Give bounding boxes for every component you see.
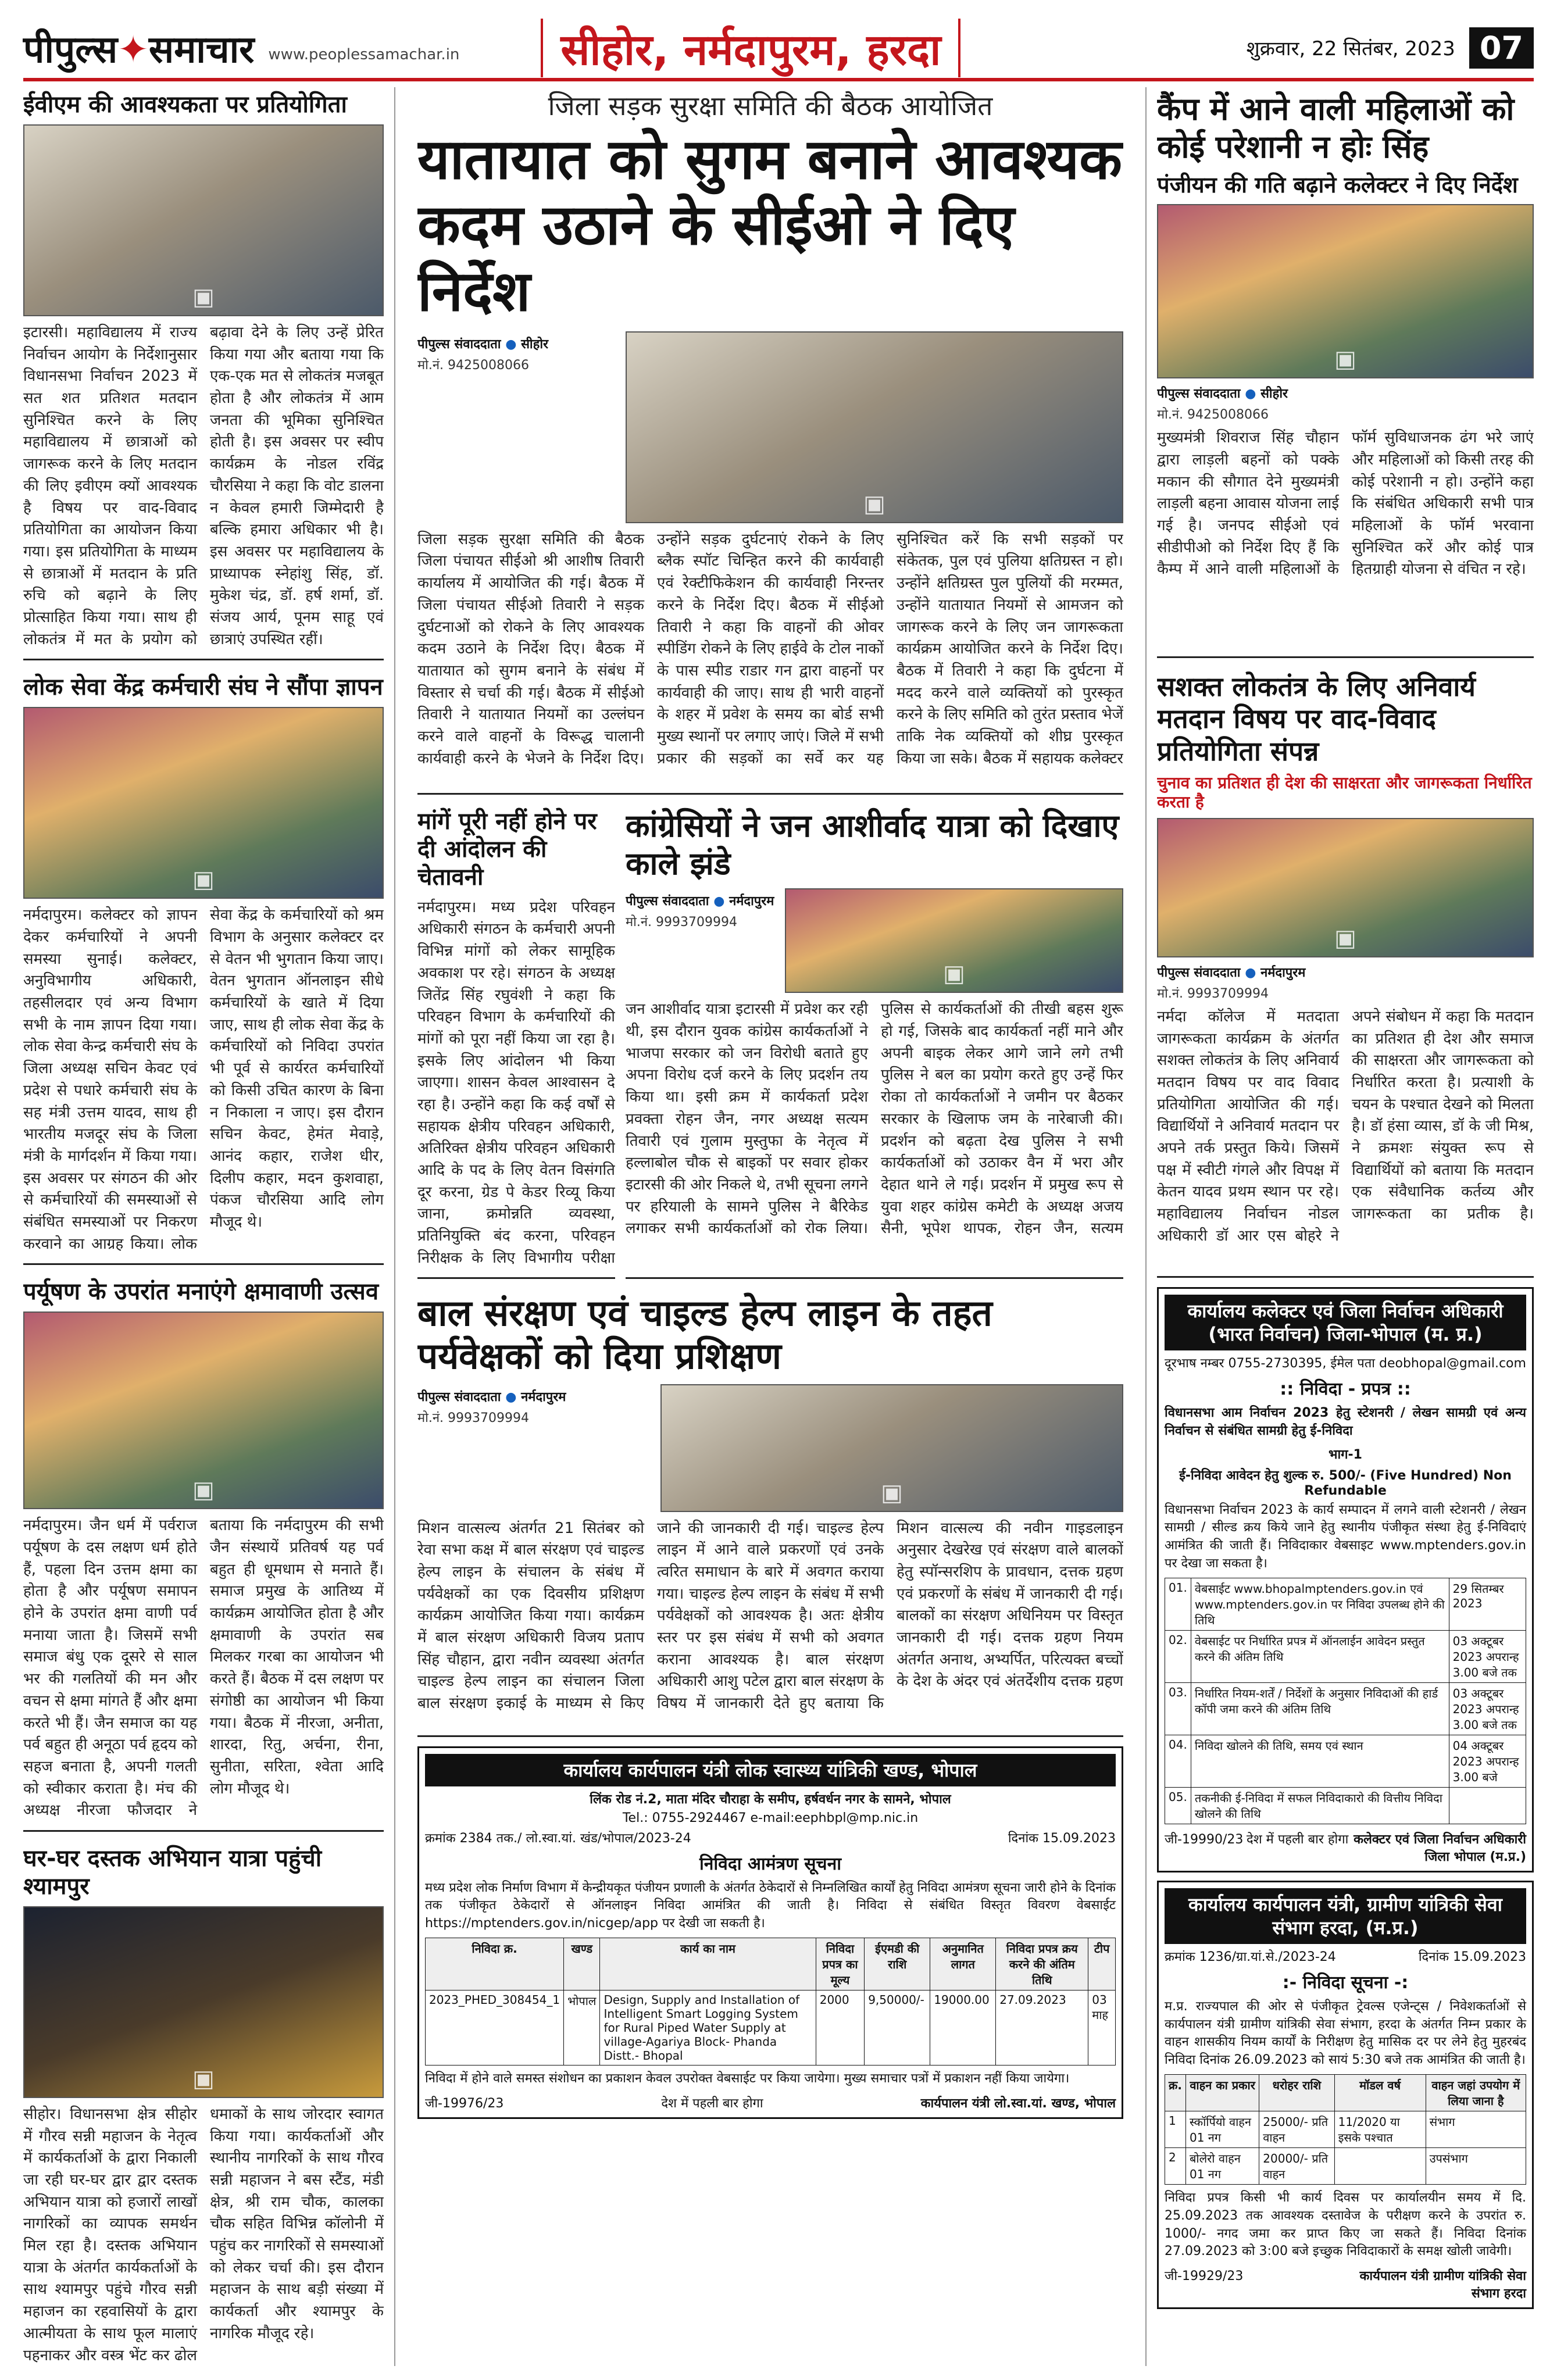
story-headline: सशक्त लोकतंत्र के लिए अनिवार्य मतदान विषय पर वाद-विवाद प्रतियोगिता संपन्न	[1157, 671, 1476, 767]
story-headline: पर्यूषण के उपरांत मनाएंगे क्षमावाणी उत्सव	[23, 1278, 379, 1306]
table-row	[1165, 2111, 1526, 2147]
notice-subtitle: निविदा आमंत्रण सूचना	[699, 1853, 842, 1874]
table-cell: 05.	[1165, 1787, 1191, 1824]
table-header: कार्य का नाम	[600, 1938, 816, 1990]
byline-mobile: मो.नं. 9993709994	[417, 1410, 530, 1425]
notice-table	[1165, 1578, 1526, 1824]
notice-ref-row	[425, 1829, 1116, 1846]
table-cell: 9,50000/-	[865, 1990, 930, 2065]
story-body: जिला सड़क सुरक्षा समिति की बैठक जिला पंचायत सीईओ श्री आशीष तिवारी कार्यालय में आयोजित की गई। बैठक में जिला पंचायत सीईओ तिवारी ने सड़क दुर्घटनाओं को रोकने के लिए आवश्यक कदम उठाने के निर्देश दिए। बैठक में यातायात को सुगम बनाने के संबंध में विस्तार से चर्चा की गई। बैठक में सीईओ तिवारी ने यातायात नियमों का उल्लंघन करने वाले वाहनों के विरूद्ध चालानी कार्यवाही करने के भेजने के निर्देश दिए। उन्होंने सड़क दुर्घटनाएं रोकने के लिए ब्लैक स्पॉट चिन्हित करने की कार्यवाही एवं रेक्टीफिकेशन की कार्यवाही निरन्तर करने के निर्देश दिए। बैठक में सीईओ तिवारी ने कहा कि वाहनों की ओवर स्पीडिंग रोकने के लिए हाईवे के टोल नाकों के पास स्पीड राडार गन द्वारा वाहनों पर कार्यवाही की जाए। साथ ही भारी वाहनों के शहर में प्रवेश के समय का बोर्ड सभी मुख्य स्थानों पर लगाए जाएं। जिले में सभी प्रकार की सड़कों का सर्वे कर यह सुनिश्चित करें कि सभी सड़कों पर संकेतक, पुल एवं पुलिया क्षतिग्रस्त न हो। उन्होंने क्षतिग्रस्त पुल पुलियों की मरम्मत, उन्होंने यातायात नियमों से आमजन को जागरूक करने के लिए जन जागरूकता कार्यक्रम आयोजित करने के निर्देश दिए। बैठक में तिवारी ने कहा कि दुर्घटना में मदद करने वाले व्यक्तियों को पुरस्कृत करने के लिए समिति को तुरंत प्रस्ताव भेजें ताकि नेक व्यक्तियों को शीघ्र पुरस्कृत किया जा सके। बैठक में सहायक कलेक्टर	[417, 530, 1123, 767]
table-cell: 25000/- प्रति वाहन	[1259, 2111, 1334, 2147]
story-photo	[785, 888, 1123, 993]
notice-res-harda	[1157, 1881, 1534, 2309]
logo-right: समाचार	[148, 28, 255, 72]
table-header: धरोहर राशि	[1259, 2074, 1334, 2111]
notice-text: म.प्र. राज्यपाल की ओर से पंजीकृत ट्रेवल्स एजेन्ट्स / निवेशकर्ताओं से कार्यपालन यंत्री ग्रामीण यांत्रिकी सेवा संभाग, हरदा के अंतर्गत निम्न प्रकार के वाहन शासकीय नियम कार्यों के निरीक्षण हेतु मासिक दर पर लेने हेतु मुहरबंद निविदा दिनांक 26.09.2023 को सायं 5:30 बजे तक आमंत्रित की जाती है।	[1165, 1999, 1526, 2068]
table-cell: 2	[1165, 2147, 1186, 2184]
lead-text-col	[417, 331, 615, 529]
photo-icon: ▣	[192, 284, 215, 310]
story-kshamavani	[23, 1274, 384, 1832]
photo-icon: ▣	[192, 2065, 215, 2092]
notice-text-2: निविदा प्रपत्र किसी भी कार्य दिवस पर कार्यालयीन समय में दि. 25.09.2023 तक आवश्यक दस्तावेज के परीक्षण करने के उपरांत रु. 1000/- नगद जमा कर प्राप्त किए जा सकते हैं। निविदा दिनांक 27.09.2023 को 3:00 बजे इच्छुक निविदाकारों के समक्ष खोली जावेगी।	[1165, 2190, 1526, 2259]
notice-ref: क्रमांक 2384 तक./ लो.स्वा.यां. खंड/भोपाल/2023-24	[425, 1831, 691, 1846]
byline	[1157, 384, 1534, 402]
notice-table	[1165, 2074, 1526, 2185]
notice-date: दिनांक 15.09.2023	[1008, 1831, 1116, 1846]
byline-mobile: मो.नं. 9993709994	[1157, 986, 1269, 1001]
table-cell: 03 अक्टूबर 2023 अपरान्ह 3.00 बजे तक	[1449, 1630, 1526, 1682]
notice-subtitle: :: निविदा - प्रपत्र ::	[1280, 1378, 1411, 1399]
masthead	[23, 17, 1534, 81]
notice-subtitle: :- निविदा सूचना -:	[1282, 1972, 1409, 1993]
table-cell: उपसंभाग	[1426, 2147, 1526, 2184]
notice-phe-bhopal	[417, 1746, 1123, 2119]
byline	[626, 892, 777, 909]
table-header: मॉडल वर्ष	[1334, 2074, 1426, 2111]
byline-name: पीपुल्स संवाददाता	[1157, 965, 1241, 980]
table-header-row	[1165, 2074, 1526, 2111]
table-header: खण्ड	[564, 1938, 600, 1990]
table-header: अनुमानित लागत	[930, 1938, 996, 1990]
notice-text: विधानसभा निर्वाचन 2023 के कार्य सम्पादन में लगने वाली स्टेशनरी / लेखन सामग्री / सील्ड क्रय किये जाने हेतु स्थानीय पंजीकृत संस्था हेतु ई-निविदाएं आमंत्रित की जाती हैं। निविदाकार वेबसाइट www.mptenders.gov.in पर देखा जा सकता है।	[1165, 1502, 1526, 1571]
notice-footer	[1165, 2267, 1526, 2302]
notice-date: दिनांक 15.09.2023	[1418, 1949, 1526, 1964]
notice-part: भाग-1	[1329, 1447, 1362, 1462]
table-row	[1165, 2147, 1526, 2184]
right-column	[1145, 87, 1534, 2366]
table-cell: 04.	[1165, 1735, 1191, 1787]
table-header: टीप	[1088, 1938, 1116, 1990]
table-cell: बोलेरो वाहन 01 नग	[1185, 2147, 1259, 2184]
lead-layout	[417, 331, 1123, 529]
notice-slogan: देश में पहली बार होगा	[661, 2096, 763, 2111]
section-title: सीहोर, नर्मदापुरम, हरदा	[541, 19, 960, 77]
table-header: निविदा प्रपत्र क्रय करने की अंतिम तिथि	[996, 1938, 1088, 1990]
story-deck: पंजीयन की गति बढ़ाने कलेक्टर ने दिए निर्देश	[1157, 171, 1518, 198]
story-meta	[417, 1384, 650, 1518]
story-kicker: जिला सड़क सुरक्षा समिति की बैठक आयोजित	[548, 90, 993, 121]
table-cell: 2000	[816, 1990, 864, 2065]
byline-dot-icon: ●	[505, 1389, 517, 1405]
table-cell: वेबसाईट पर निर्धारित प्रपत्र में ऑनलाईन आवेदन प्रस्तुत करने की अंतिम तिथि	[1191, 1630, 1449, 1682]
table-cell: 20000/- प्रति वाहन	[1259, 2147, 1334, 2184]
story-body: मुख्यमंत्री शिवराज सिंह चौहान द्वारा लाड़ली बहनों को पक्के मकान की सौगात देने मुख्यमंत्री लाड़ली बहना आवास योजना लाई गई है। जनपद सीईओ एवं सीडीपीओ को निर्देश दिए हैं कि कैम्प में आने वाली महिलाओं के फॉर्म सुविधाजनक ढंग भरे जाएं और महिलाओं को किसी तरह की कोई परेशानी न हो। उन्होंने कहा कि संबंधित अधिकारी सभी पात्र महिलाओं के फॉर्म भरवाना सुनिश्चित करें और कोई पात्र हितग्राही योजना से वंचित न रहे।	[1157, 429, 1534, 578]
byline-name: पीपुल्स संवाददाता	[417, 337, 501, 352]
byline-name: पीपुल्स संवाददाता	[417, 1389, 501, 1405]
table-header: निविदा क्र.	[426, 1938, 564, 1990]
table-cell: भोपाल	[564, 1990, 600, 2065]
notice-signature: कलेक्टर एवं जिला निर्वाचन अधिकारी जिला भोपाल (म.प्र.)	[1354, 1832, 1526, 1864]
table-cell	[1334, 2147, 1426, 2184]
story-headline: यातायात को सुगम बनाने आवश्यक कदम उठाने के सीईओ ने दिए निर्देश	[417, 127, 1122, 324]
story-road-safety	[417, 87, 1123, 795]
photo-icon: ▣	[1334, 924, 1356, 952]
site-url[interactable]: www.peoplessamachar.in	[268, 46, 460, 63]
notice-contact: Tel.: 0755-2924467 e-mail:eephbpl@mp.nic.in	[622, 1810, 919, 1825]
byline-place: नर्मदापुरम	[521, 1389, 566, 1405]
story-photo	[1157, 818, 1534, 957]
story-congress	[626, 804, 1123, 1279]
table-cell: संभाग	[1426, 2111, 1526, 2147]
story-meta-row	[417, 1384, 1123, 1518]
photo-icon: ▣	[192, 866, 215, 894]
table-cell: 27.09.2023	[996, 1990, 1088, 2065]
table-header: निविदा प्रपत्र का मूल्य	[816, 1938, 864, 1990]
story-child-helpline	[417, 1288, 1123, 1737]
table-cell	[1449, 1787, 1526, 1824]
table-cell: 2023_PHED_308454_1	[426, 1990, 564, 2065]
notice-slogan: देश में पहली बार होगा	[1247, 1832, 1349, 1847]
byline-mobile: मो.नं. 9425008066	[417, 358, 530, 373]
story-body: जन आशीर्वाद यात्रा इटारसी में प्रवेश कर रही थी, इस दौरान युवक कांग्रेस कार्यकर्ताओं ने भाजपा सरकार को जन विरोधी बताते हुए अपना विरोध दर्ज करने के लिए प्रदर्शन तय किया था। इसी क्रम में कार्यकर्ता प्रदेश प्रवक्ता रोहन जैन, नगर अध्यक्ष सत्यम तिवारी एवं गुलाम मुस्तुफा के नेतृत्व में हल्लाबोल चौक से बाइकों पर सवार होकर इटारसी की ओर निकले थे, तभी सूचना लगने पर हरियाली के सामने पुलिस ने बैरिकेड लगाकर सभी कार्यकर्ताओं को रोक लिया। पुलिस से कार्यकर्ताओं की तीखी बहस शुरू हो गई, जिसके बाद कार्यकर्ता नहीं माने और अपनी बाइक लेकर आगे जाने लगे तभी पुलिस ने बल का प्रयोग करते हुए उन्हें फिर रोका तो कार्यकर्ताओं ने जमीन पर बैठकर सरकार के खिलाफ जम के नारेबाजी की। प्रदर्शन को बढ़ता देख पुलिस ने सभी कार्यकर्ताओं को उठाकर वैन में भरा और देहात थाने ले गई। प्रदर्शन में प्रमुख रूप से युवा शहर कांग्रेस कमेटी के अध्यक्ष अजय सैनी, भूपेश थापक, रोहन जैन, सत्यम	[626, 1000, 1123, 1238]
byline-name: पीपुल्स संवाददाता	[626, 894, 709, 909]
table-cell: Design, Supply and Installation of Intelligent Smart Logging System for Rural Piped Water Supply at village-Agariya Block- Phanda Distt.- Bhopal	[600, 1990, 816, 2065]
table-cell: 19000.00	[930, 1990, 996, 2065]
table-cell: वेबसाईट www.bhopalmptenders.gov.in एवं www.mptenders.gov.in पर निविदा उपलब्ध होने की तिथि	[1191, 1578, 1449, 1630]
story-photo	[23, 124, 384, 316]
notice-fee: ई-निविदा आवेदन हेतु शुल्क रु. 500/- (Five Hundred) Non Refundable	[1179, 1468, 1512, 1498]
table-row	[1165, 1682, 1526, 1735]
middle-column	[407, 87, 1134, 2366]
notice-text: मध्य प्रदेश लोक निर्माण विभाग में केन्द्रीयकृत पंजीयन प्रणाली के अंतर्गत ठेकेदारों से निम्नलिखित कार्यों हेतु निविदा आमंत्रण सूचना जारी होने के दिनांक तक पंजीकृत ठेकेदारों से ऑनलाइन निविदा आमंत्रित की जाती है। निविदा से संबंधित विस्तृत विवरण वेबसाईट https://mptenders.gov.in/nicgep/app पर देखी जा सकती है।	[425, 1880, 1116, 1931]
table-header: क्र.	[1165, 2074, 1186, 2111]
photo-icon: ▣	[192, 1477, 215, 1504]
notice-address: लिंक रोड नं.2, माता मंदिर चौराहा के समीप, हर्षवर्धन नगर के सामने, भोपाल	[590, 1792, 951, 1807]
story-deck: चुनाव का प्रतिशत ही देश की साक्षरता और जागरूकता निर्धारित करता है	[1157, 773, 1532, 812]
notice-code: जी-19976/23	[425, 2096, 504, 2111]
byline-place: सीहोर	[521, 337, 549, 352]
story-body: नर्मदापुरम। मध्य प्रदेश परिवहन अधिकारी संगठन के कर्मचारी अपनी विभिन्न मांगों को लेकर सामूहिक अवकाश पर रहे। संगठन के अध्यक्ष जितेंद्र सिंह रघुवंशी ने कहा कि परिवहन विभाग के कर्मचारियों की मांगों को पूरा नहीं किया जा रहा है। इसके लिए आंदोलन भी किया जाएगा। शासन केवल आश्वासन दे रहा है। उन्होंने कहा कि कई वर्षों से सहायक क्षेत्रीय परिवहन अधिकारी, अतिरिक्त क्षेत्रीय परिवहन अधिकारी आदि के पद के लिए वेतन विसंगति दूर करना, ग्रेड पे केडर रिव्यू किया जाना, क्रमोन्नति व्यवस्था, प्रतिनियुक्ति बंद करना, परिवहन निरीक्षक के लिए विभागीय परीक्षा	[417, 898, 615, 1267]
byline-mobile: मो.नं. 9993709994	[626, 915, 738, 930]
byline-mobile: मो.नं. 9425008066	[1157, 408, 1269, 423]
story-photo	[626, 331, 1123, 523]
story-headline: कैंप में आने वाली महिलाओं को कोई परेशानी न होः सिंह	[1157, 91, 1515, 165]
table-cell: 11/2020 या इसके पश्चात	[1334, 2111, 1426, 2147]
photo-icon: ▣	[881, 1479, 903, 1506]
table-header-row	[426, 1938, 1116, 1990]
table-row	[426, 1990, 1116, 2065]
notice-signature: कार्यपालन यंत्री लो.स्वा.यां. खण्ड, भोपाल	[920, 2096, 1116, 2111]
table-cell: स्कॉर्पियो वाहन 01 नग	[1185, 2111, 1259, 2147]
story-evm	[23, 87, 384, 660]
story-photo	[23, 1906, 384, 2098]
table-row	[1165, 1578, 1526, 1630]
notice-table	[425, 1938, 1116, 2065]
notice-footer	[1165, 1830, 1526, 1865]
story-meta	[626, 888, 777, 999]
byline	[1157, 963, 1534, 981]
story-photo	[23, 1311, 384, 1509]
notice-ref: क्रमांक 1236/ग्रा.यां.से./2023-24	[1165, 1949, 1336, 1964]
byline-dot-icon: ●	[1245, 387, 1256, 402]
byline-place: नर्मदापुरम	[1260, 965, 1306, 980]
table-header: वाहन जहां उपयोग में लिया जाना है	[1426, 2074, 1526, 2111]
table-row	[1165, 1630, 1526, 1682]
story-dastak	[23, 1841, 384, 2366]
story-body: नर्मदा कॉलेज में मतदाता जागरूकता कार्यक्रम के अंतर्गत सशक्त लोकतंत्र के लिए अनिवार्य मतदान विषय पर वाद विवाद प्रतियोगिता आयोजित की गई। विद्यार्थियों ने अनिवार्य मतदान पर अपने तर्क प्रस्तुत किये। जिसमें पक्ष में स्वीटी गंगले और विपक्ष में केतन यादव प्रथम स्थान पर रहे। महाविद्यालय निर्वाचन नोडल अधिकारी डॉ आर एस बोहरे ने अपने संबोधन में कहा कि मतदान का प्रतिशत ही देश और समाज की साक्षरता और जागरूकता को निर्धारित करता है। प्रत्याशी के चयन के पश्चात देखने को मिलता है। डॉ हंसा व्यास, डॉ के जी मिश्र, ने क्रमशः संयुक्त रूप से विद्यार्थियों को बताया कि मतदान एक संवैधानिक कर्तव्य और जागरूकता का प्रतीक है।	[1157, 1007, 1534, 1245]
byline-dot-icon: ●	[505, 337, 517, 352]
notice-collector-bhopal	[1157, 1287, 1534, 1872]
notice-footer	[425, 2094, 1116, 2111]
notice-signature: कार्यपालन यंत्री ग्रामीण यांत्रिकी सेवा संभाग हरदा	[1359, 2269, 1526, 2302]
story-camp-women	[1157, 87, 1534, 658]
notice-note: निविदा में होने वाले समस्त संशोधन का प्रकाशन केवल उपरोक्त वेबसाईट पर किया जायेगा। मुख्य समाचार पत्रों में प्रकाशन नहीं किया जायेगा।	[425, 2071, 1070, 2086]
table-cell: 03 अक्टूबर 2023 अपरान्ह 3.00 बजे तक	[1449, 1682, 1526, 1735]
table-cell: 02.	[1165, 1630, 1191, 1682]
photo-icon: ▣	[943, 960, 965, 988]
photo-icon: ▣	[1334, 346, 1356, 373]
table-cell: निर्धारित नियम-शर्तें / निर्देशों के अनुसार निविदाओं की हार्ड कॉपी जमा करने की अंतिम तिथि	[1191, 1682, 1449, 1735]
story-headline: ईवीएम की आवश्यकता पर प्रतियोगिता	[23, 91, 347, 118]
notice-title: कार्यालय कलेक्टर एवं जिला निर्वाचन अधिकारी (भारत निर्वाचन) जिला-भोपाल (म. प्र.)	[1165, 1295, 1526, 1350]
left-column	[23, 87, 395, 2366]
table-cell: 01.	[1165, 1578, 1191, 1630]
story-photo	[660, 1384, 1123, 1512]
story-body: मिशन वात्सल्य अंतर्गत 21 सितंबर को रेवा सभा कक्ष में बाल संरक्षण एवं चाइल्ड हेल्प लाइन के संचालन के संबंध में पर्यवेक्षकों का एक दिवसीय प्रशिक्षण कार्यक्रम आयोजित किया गया। कार्यक्रम में बाल संरक्षण अधिकारी विजय प्रताप सिंह चौहान, द्वारा नवीन व्यवस्था अंतर्गत चाइल्ड हेल्प लाइन का संचालन जिला बाल संरक्षण इकाई के माध्यम से किए जाने की जानकारी दी गई। चाइल्ड हेल्प लाइन में आने वाले प्रकरणों एवं उनके त्वरित समाधान के बारे में अवगत कराया गया। चाइल्ड हेल्प लाइन के संबंध में सभी पर्यवेक्षकों को आवश्यक है। अतः क्षेत्रीय स्तर पर इस संबंध में सभी को अवगत कराना आवश्यक है। बाल संरक्षण अधिकारी आशु पटेल द्वारा बाल संरक्षण के विषय में जानकारी देते हुए बताया कि मिशन वात्सल्य की नवीन गाइडलाइन अनुसार देखरेख एवं संरक्षण वाले बालकों हेतु स्पॉन्सरशिप के प्रावधान, दत्तक ग्रहण एवं प्रकरणों के संबंध में जानकारी दी गई। बालकों का संरक्षण अधिनियम पर विस्तृत जानकारी दी गई। दत्तक ग्रहण नियम अंतर्गत अनाथ, अभ्यर्पित, परित्यक्त बच्चों के देश के अंदर एवं अंतर्देशीय दत्तक ग्रहण	[417, 1519, 1123, 1713]
story-photo	[23, 707, 384, 899]
story-headline: लोक सेवा केंद्र कर्मचारी संघ ने सौंपा ज्ञापन	[23, 674, 383, 701]
table-cell: तकनीकी ई-निविदा में सफल निविदाकारो की वित्तीय निविदा खोलने की तिथि	[1191, 1787, 1449, 1824]
byline	[417, 335, 615, 352]
byline-place: सीहोर	[1260, 387, 1288, 402]
notice-code: जी-19990/23	[1165, 1832, 1244, 1847]
byline	[417, 1388, 650, 1405]
story-body: नर्मदापुरम। जैन धर्म में पर्वराज पर्यूषण के दस लक्षण धर्म होते हैं, पहला दिन उत्तम क्षमा का होता है और पर्यूषण समापन होने के उपरांत क्षमा वाणी पर्व मनाया जाता है। जिसमें सभी समाज बंधु एक दूसरे से साल भर की गलतियों की मन और वचन से क्षमा मांगते हैं और क्षमा करते भी हैं। जैन समाज का यह पर्व बहुत ही अनूठा पर्व हृदय को सहज बनाता है, अपनी गलती को स्वीकार कराता है। मंच की अध्यक्ष नीरजा फौजदार ने बताया कि नर्मदापुरम की सभी जैन संस्थायें प्रतिवर्ष यह पर्व बहुत ही धूमधाम से मनाते हैं। समाज प्रमुख के आतिथ्य में कार्यक्रम आयोजित होता है और क्षमावाणी के उपरांत सब मिलकर गरबा का आयोजन भी करते हैं। बैठक में दस लक्षण पर संगोष्ठी का आयोजन भी किया गया। बैठक में नीरजा, अनीता, शारदा, रितु, अर्चना, रीना, सुनीता, सरिता, श्वेता आदि लोग मौजूद थे।	[23, 1517, 384, 1820]
mid-row-2	[417, 804, 1123, 1288]
logo	[23, 23, 254, 73]
story-body: इटारसी। महाविद्यालय में राज्य निर्वाचन आयोग के निर्देशानुसार विधानसभा निर्वाचन 2023 में सत शत प्रतिशत मतदान सुनिश्चित करने के लिए महाविद्यालय में छात्राओं को जागरूक करने के लिए मतदान की लिए इवीएम क्यों आवश्यक है विषय पर वाद-विवाद प्रतियोगिता का आयोजन किया गया। इस प्रतियोगिता के माध्यम से छात्राओं में मतदान के प्रति रुचि को बढ़ाने के लिए प्रोत्साहित किया गया। साथ ही लोकतंत्र में मत के प्रयोग को बढ़ावा देने के लिए उन्हें प्रेरित किया गया और बताया गया कि एक-एक मत से लोकतंत्र मजबूत होता है और लोकतंत्र में आम जनता की भूमिका सुनिश्चित होती है। इस अवसर पर स्वीप कार्यक्रम के नोडल रविंद्र चौरसिया ने कहा कि वोट डालना न केवल हमारी जिम्मेदारी है बल्कि हमारा अधिकार भी है। इस अवसर पर महाविद्यालय के प्राध्यापक स्नेहांशु सिंह, डॉ. मुकेश चंद्र, डॉ. हर्ष शर्मा, डॉ. संजय आर्य, पूनम साहू एवं छात्राएं उपस्थित रहीं।	[23, 324, 384, 648]
notice-contact: दूरभाष नम्बर 0755-2730395, ईमेल पता deobhopal@gmail.com	[1165, 1356, 1526, 1371]
notice-code: जी-19929/23	[1165, 2269, 1244, 2284]
photo-icon: ▣	[863, 490, 885, 517]
story-headline: बाल संरक्षण एवं चाइल्ड हेल्प लाइन के तहत पर्यवेक्षकों को दिया प्रशिक्षण	[417, 1291, 992, 1378]
table-row	[1165, 1787, 1526, 1824]
byline-dot-icon: ●	[713, 894, 725, 909]
notice-title: कार्यालय कार्यपालन यंत्री, ग्रामीण यांत्रिकी सेवा संभाग हरदा, (म.प्र.)	[1165, 1888, 1526, 1944]
table-cell: 04 अक्टूबर 2023 अपरान्ह 3.00 बजे	[1449, 1735, 1526, 1787]
notice-subject: विधानसभा आम निर्वाचन 2023 हेतु स्टेशनरी / लेखन सामग्री एवं अन्य निर्वाचन से संबंधित सामग्री हेतु ई-निविदा	[1165, 1405, 1526, 1438]
story-headline: कांग्रेसियों ने जन आशीर्वाद यात्रा को दिखाए काले झंडे	[626, 807, 1119, 882]
story-lok-seva	[23, 670, 384, 1265]
logo-left: पीपुल्स	[23, 28, 118, 72]
story-debate	[1157, 667, 1534, 1278]
byline-place: नर्मदापुरम	[729, 894, 774, 909]
story-body: नर्मदापुरम। कलेक्टर को ज्ञापन देकर कर्मचारियों ने अपनी समस्या सुनाई। कलेक्टर, अनुविभागीय अधिकारी, तहसीलदार एवं अन्य विभाग सभी के नाम ज्ञापन दिया गया। लोक सेवा केन्द्र कर्मचारी संघ के जिला अध्यक्ष सचिन केवट एवं प्रदेश से पधारे कर्मचारी संघ के सह मंत्री उत्तम यादव, साथ ही भारतीय मजदूर संघ के जिला मंत्री के मार्गदर्शन में किया गया। इस अवसर पर संगठन की ओर से कर्मचारियों की समस्याओं से संबंधित समस्याओं पर निकरण करवाने का आग्रह किया। लोक सेवा केंद्र के कर्मचारियों को श्रम विभाग के अनुसार कलेक्टर दर से वेतन भी भुगतान किया जाए। वेतन भुगतान ऑनलाइन सीधे कर्मचारियों के खाते में दिया जाए, साथ ही लोक सेवा केंद्र के कर्मचारियों को निविदा उपरांत भी पूर्व से कार्यरत कर्मचारियों को किसी उचित कारण के बिना न निकाला न जाए। इस दौरान सचिन केवट, हेमंत मेवाड़े, आनंद कहार, राजेश धीर, दिलीप कहार, मदन कुशवाहा, पंकज चौरसिया आदि लोग मौजूद थे।	[23, 906, 384, 1253]
table-header: वाहन का प्रकार	[1185, 2074, 1259, 2111]
byline-name: पीपुल्स संवाददाता	[1157, 387, 1241, 402]
table-header: ईएमडी की राशि	[865, 1938, 930, 1990]
table-cell: 29 सितम्बर 2023	[1449, 1578, 1526, 1630]
table-cell: 03.	[1165, 1682, 1191, 1735]
byline-dot-icon: ●	[1245, 965, 1256, 980]
story-body: सीहोर। विधानसभा क्षेत्र सीहोर में गौरव सन्नी महाजन के नेतृत्व में कार्यकर्ताओं के द्वारा निकाली जा रही घर-घर द्वार द्वार दस्तक अभियान यात्रा को हजारों लाखों नागरिकों का व्यापक समर्थन मिल रहा है। दस्तक अभियान यात्रा के अंतर्गत कार्यकर्ताओं के साथ श्यामपुर पहुंचे गौरव सन्नी महाजन का रहवासियों के द्वारा आत्मीयता के साथ फूल मालाएं पहनाकर और वस्त्र भेंट कर ढोल धमाकों के साथ जोरदार स्वागत किया गया। कार्यकर्ताओं और स्थानीय नागरिकों के साथ गौरव सन्नी महाजन ने बस स्टैंड, मंडी क्षेत्र, श्री राम चौक, कालका चौक सहित विभिन्न कॉलोनी में पहुंच कर नागरिकों से समस्याओं को लेकर चर्चा की। इस दौरान महाजन के साथ बड़ी संख्या में कार्यकर्ता और श्यामपुर के नागरिक मौजूद रहे।	[23, 2105, 384, 2364]
notice-title: कार्यालय कार्यपालन यंत्री लोक स्वास्थ्य यांत्रिकी खण्ड, भोपाल	[425, 1754, 1116, 1786]
story-demands	[417, 804, 615, 1279]
story-headline: मांगें पूरी नहीं होने पर दी आंदोलन की चेतावनी	[417, 807, 597, 891]
table-cell: 03 माह	[1088, 1990, 1116, 2065]
logo-mark-icon: ✦	[117, 28, 149, 72]
story-meta-row	[626, 888, 1123, 999]
story-photo	[1157, 204, 1534, 378]
story-headline: घर-घर दस्तक अभियान यात्रा पहुंची श्यामपुर	[23, 1845, 322, 1900]
table-cell: निविदा खोलने की तिथि, समय एवं स्थान	[1191, 1735, 1449, 1787]
issue-date: शुक्रवार, 22 सितंबर, 2023	[1246, 37, 1455, 60]
table-row	[1165, 1735, 1526, 1787]
table-cell: 1	[1165, 2111, 1186, 2147]
notice-ref-row	[1165, 1947, 1526, 1965]
page-number: 07	[1469, 27, 1534, 69]
